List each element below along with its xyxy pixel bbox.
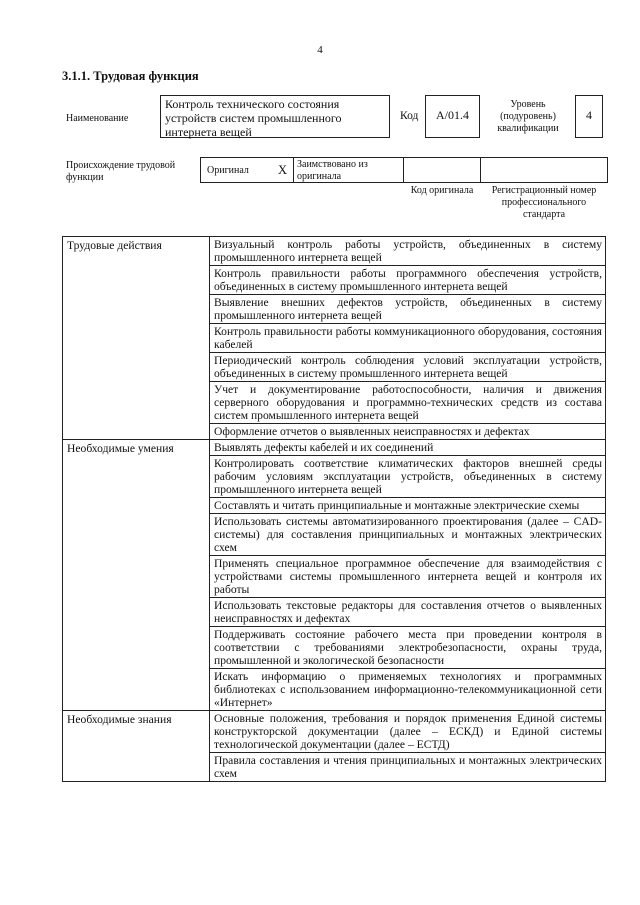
list-item: Правила составления и чтения принципиальных и монтажных электрических схем — [210, 753, 606, 782]
origin-original-cell — [200, 157, 294, 183]
list-item: Контроль правильности работы программного обеспечения устройств, объединенных в систему промышленного интернета вещей — [210, 266, 606, 295]
list-item: Выявление внешних дефектов устройств, объединенных в систему промышленного интернета вещей — [210, 295, 606, 324]
section-label-actions: Трудовые действия — [63, 237, 210, 440]
origin-reg-cell — [480, 157, 608, 183]
origin-code-cell — [403, 157, 481, 183]
list-item: Поддерживать состояние рабочего места при проведении контроля в соответствии с требованиями электробезопасности, охраны труда, промышленной и экологической безопасности — [210, 627, 606, 669]
list-item: Применять специальное программное обеспечение для взаимодействия с устройствами системы промышленного интернета вещей и контроля их работы — [210, 556, 606, 598]
code-box — [425, 95, 480, 138]
section-label-knowledge: Необходимые знания — [63, 711, 210, 782]
list-item: Основные положения, требования и порядок применения Единой системы конструкторской документации (далее – ЕСКД) и Единой системы технологической документации (далее – ЕСТД) — [210, 711, 606, 753]
function-details-table — [62, 236, 606, 782]
list-item: Контроль правильности работы коммуникационного оборудования, состояния кабелей — [210, 324, 606, 353]
list-item: Составлять и читать принципиальные и монтажные электрические схемы — [210, 498, 606, 514]
table-row — [63, 711, 606, 753]
function-name-box — [160, 95, 390, 138]
list-item: Искать информацию о применяемых технологиях и программных библиотеках с использованием информационно-телекоммуникационной сети «Интернет» — [210, 669, 606, 711]
section-title: 3.1.1. Трудовая функция — [62, 69, 199, 83]
list-item: Оформление отчетов о выявленных неисправностях и дефектах — [210, 424, 606, 440]
table-row — [63, 237, 606, 266]
origin-original-text: Оригинал — [207, 165, 249, 176]
list-item: Контролировать соответствие климатических факторов внешней среды рабочим условиям эксплуатации устройств, объединенных в систему промышленного интернета вещей — [210, 456, 606, 498]
level-box — [575, 95, 603, 138]
list-item: Использовать текстовые редакторы для составления отчетов о выявленных неисправностях и дефектах — [210, 598, 606, 627]
list-item: Визуальный контроль работы устройств, объединенных в систему промышленного интернета вещей — [210, 237, 606, 266]
level-label: Уровень (подуровень) квалификации — [497, 99, 559, 134]
list-item: Использовать системы автоматизированного проектирования (далее – CAD-системы) для составления принципиальных и монтажных электрических схем — [210, 514, 606, 556]
reg-number-caption: Регистрационный номер профессионального стандарта — [491, 185, 597, 220]
list-item: Выявлять дефекты кабелей и их соединений — [210, 440, 606, 456]
code-label: Код — [400, 110, 419, 122]
origin-label: Происхождение трудовой функции — [66, 160, 176, 183]
code-original-caption: Код оригинала — [410, 185, 474, 196]
code-value: A/01.4 — [436, 108, 469, 122]
function-name-value: Контроль технического состояния устройств систем промышленного интернета вещей — [165, 97, 342, 139]
table-row — [63, 440, 606, 456]
origin-borrowed-cell — [293, 157, 404, 183]
level-value: 4 — [586, 108, 592, 122]
section-label-skills: Необходимые умения — [63, 440, 210, 711]
page-number: 4 — [317, 44, 323, 56]
origin-borrowed-text: Заимствовано из оригинала — [297, 159, 368, 182]
list-item: Учет и документирование работоспособности, наличия и движения серверного оборудования и программно-технических средств из состава систем промышленного интернета вещей — [210, 382, 606, 424]
list-item: Периодический контроль соблюдения условий эксплуатации устройств, объединенных в систему промышленного интернета вещей — [210, 353, 606, 382]
name-label: Наименование — [66, 113, 129, 124]
origin-mark: X — [278, 163, 288, 177]
